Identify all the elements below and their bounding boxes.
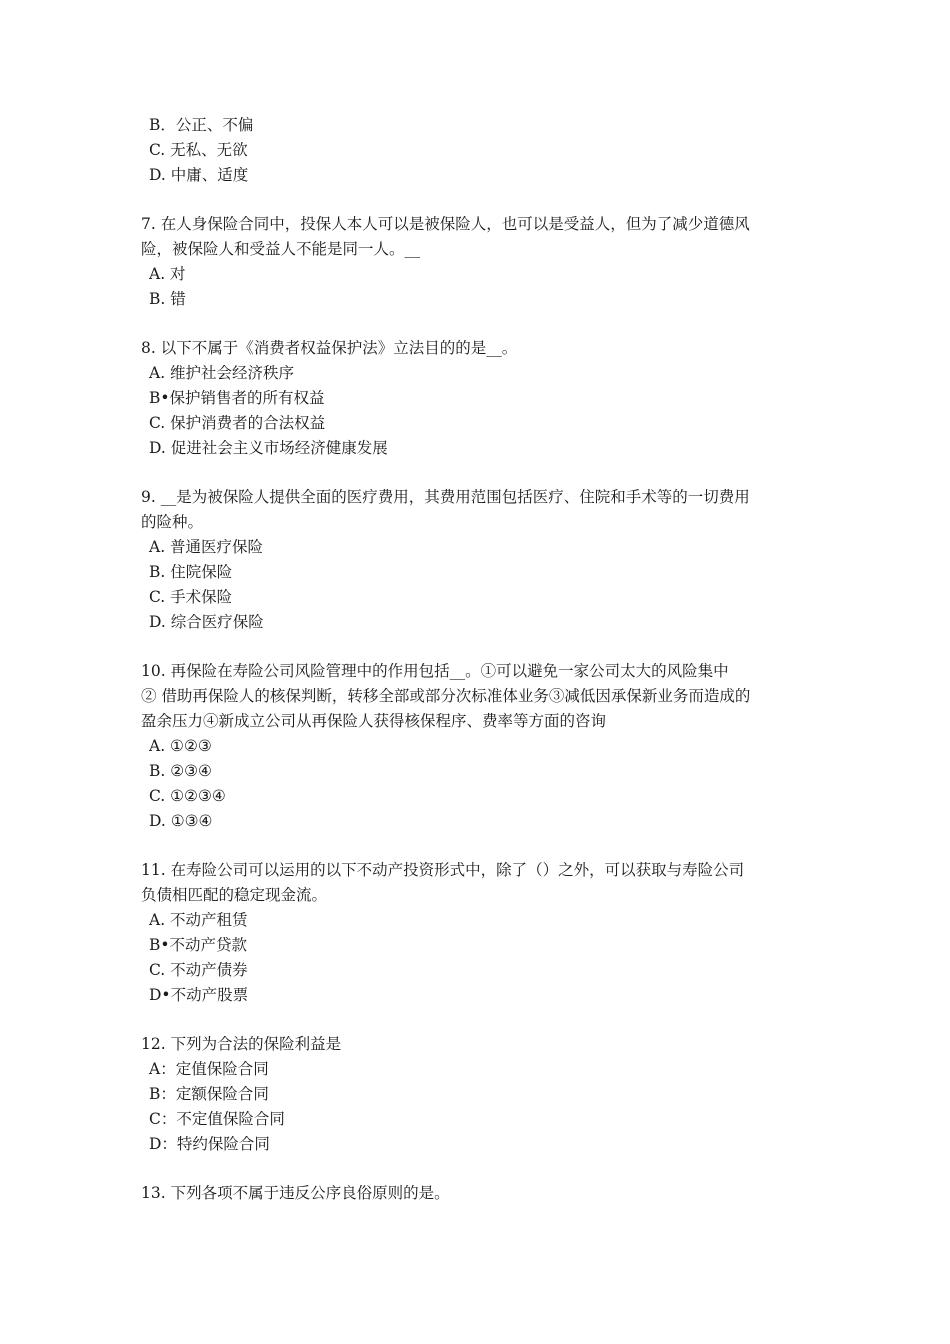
option-b: B：定额保险合同	[149, 1085, 269, 1103]
question-text: 12. 下列为合法的保险利益是	[141, 1035, 342, 1053]
document-body	[141, 113, 821, 1206]
question-8	[141, 336, 821, 461]
spacer	[141, 312, 821, 336]
spacer	[141, 188, 821, 212]
option-d: D•不动产股票	[149, 986, 249, 1004]
option-b: B．公正、不偏	[149, 116, 254, 134]
question-text: 10. 再保险在寿险公司风险管理中的作用包括__。①可以避免一家公司太大的风险集中	[141, 662, 729, 680]
option-c: C. 无私、无欲	[149, 141, 248, 159]
option-b: B. ②③④	[149, 762, 212, 780]
question-13	[141, 1181, 821, 1206]
question-text: 的险种。	[141, 513, 204, 531]
option-c: C. ①②③④	[149, 787, 226, 805]
option-a: A. 维护社会经济秩序	[149, 364, 295, 382]
question-7	[141, 212, 821, 312]
question-text: 7. 在人身保险合同中，投保人本人可以是被保险人，也可以是受益人，但为了减少道德风	[141, 215, 750, 233]
option-c: C. 不动产债券	[149, 961, 248, 979]
option-b: B. 错	[149, 290, 186, 308]
option-a: A：定值保险合同	[149, 1060, 269, 1078]
option-b: B. 住院保险	[149, 563, 233, 581]
spacer	[141, 635, 821, 659]
question-9	[141, 485, 821, 635]
spacer	[141, 1008, 821, 1032]
option-d: D. 促进社会主义市场经济健康发展	[149, 439, 388, 457]
option-c: C. 手术保险	[149, 588, 233, 606]
option-d: D. ①③④	[149, 812, 213, 830]
question-text: 险，被保险人和受益人不能是同一人。__	[141, 240, 421, 258]
option-d: D：特约保险合同	[149, 1135, 270, 1153]
question-text: 盈余压力④新成立公司从再保险人获得核保程序、费率等方面的咨询	[141, 712, 607, 730]
option-d: D. 综合医疗保险	[149, 613, 264, 631]
question-11	[141, 858, 821, 1008]
question-10	[141, 659, 821, 834]
option-d: D. 中庸、适度	[149, 166, 249, 184]
spacer	[141, 1157, 821, 1181]
option-c: C. 保护消费者的合法权益	[149, 414, 326, 432]
question-text: ② 借助再保险人的核保判断，转移全部或部分次标准体业务③减低因承保新业务而造成的	[141, 687, 751, 705]
option-a: A. 对	[149, 265, 186, 283]
option-a: A. ①②③	[149, 737, 212, 755]
option-b: B•保护销售者的所有权益	[149, 389, 325, 407]
question-text: 8. 以下不属于《消费者权益保护法》立法目的的是__。	[141, 339, 518, 357]
question-text: 负债相匹配的稳定现金流。	[141, 886, 328, 904]
spacer	[141, 834, 821, 858]
question-12	[141, 1032, 821, 1157]
option-c: C：不定值保险合同	[149, 1110, 285, 1128]
spacer	[141, 461, 821, 485]
option-a: A. 普通医疗保险	[149, 538, 264, 556]
option-b: B•不动产贷款	[149, 936, 248, 954]
option-a: A. 不动产租赁	[149, 911, 248, 929]
question-6-tail	[141, 113, 821, 188]
question-text: 9. __是为被保险人提供全面的医疗费用，其费用范围包括医疗、住院和手术等的一切费用	[141, 488, 750, 506]
question-text: 11. 在寿险公司可以运用的以下不动产投资形式中，除了（）之外，可以获取与寿险公司	[141, 861, 745, 879]
question-text: 13. 下列各项不属于违反公序良俗原则的是。	[141, 1184, 450, 1202]
